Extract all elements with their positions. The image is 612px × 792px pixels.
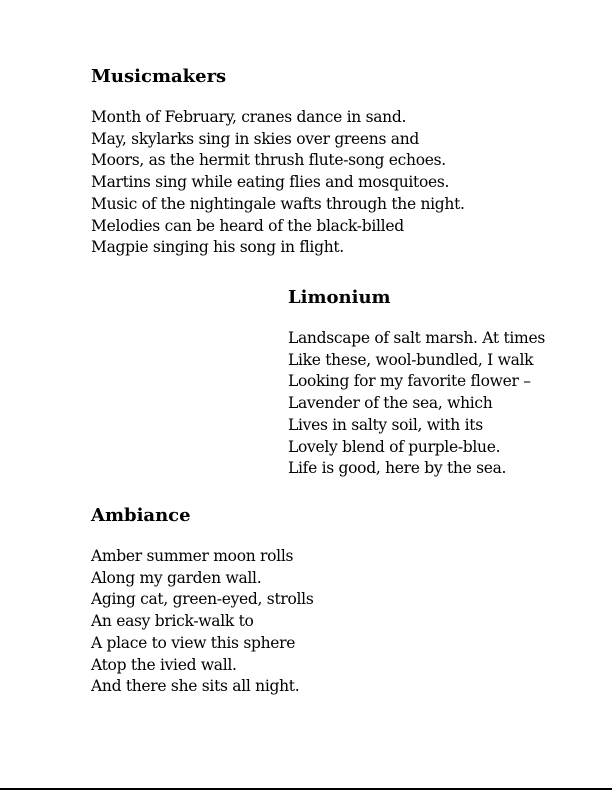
poem-title: Ambiance	[91, 505, 191, 526]
poem-stanza	[91, 546, 313, 698]
poem-line: Lives in salty soil, with its	[288, 415, 483, 434]
poem-line: Looking for my favorite flower –	[288, 372, 531, 391]
poem-line: An easy brick-walk to	[91, 612, 254, 631]
poem-line: And there she sits all night.	[91, 677, 300, 696]
poem-line: Like these, wool-bundled, I walk	[288, 350, 534, 369]
poem-line: Lavender of the sea, which	[288, 394, 493, 413]
poem-line: Life is good, here by the sea.	[288, 459, 507, 478]
poem-line: Along my garden wall.	[91, 568, 262, 587]
poem-limonium	[288, 287, 545, 480]
poem-line: May, skylarks sing in skies over greens and	[91, 129, 420, 148]
poem-line: Landscape of salt marsh. At times	[288, 329, 545, 347]
poem-stanza	[288, 328, 545, 480]
poem-title: Limonium	[288, 287, 391, 308]
poem-line: Amber summer moon rolls	[91, 547, 294, 565]
poem-title: Musicmakers	[91, 66, 227, 87]
poem-line: Aging cat, green-eyed, strolls	[91, 590, 314, 609]
page-bottom-rule	[0, 788, 612, 790]
poem-line: Month of February, cranes dance in sand.	[91, 108, 407, 126]
poem-line: Magpie singing his song in flight.	[91, 238, 344, 257]
poem-line: Lovely blend of purple-blue.	[288, 437, 501, 456]
poem-line: Moors, as the hermit thrush flute-song echoes.	[91, 151, 446, 170]
poem-stanza	[91, 107, 465, 259]
poem-musicmakers	[91, 66, 465, 259]
poem-line: Music of the nightingale wafts through the night.	[91, 194, 465, 213]
poem-ambiance	[91, 505, 313, 698]
poem-line: Atop the ivied wall.	[91, 655, 237, 674]
poem-line: Martins sing while eating flies and mosquitoes.	[91, 173, 450, 192]
poem-line: Melodies can be heard of the black-billed	[91, 216, 404, 235]
poem-line: A place to view this sphere	[91, 633, 296, 652]
